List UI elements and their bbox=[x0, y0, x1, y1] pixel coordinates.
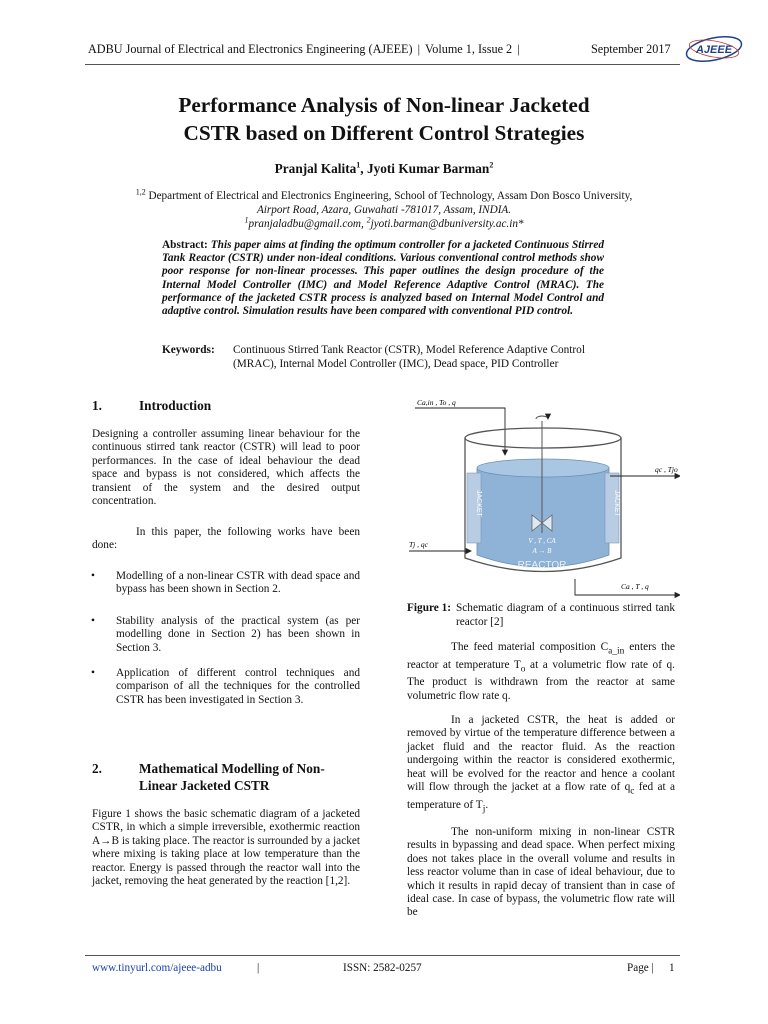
jacket-label-left: JACKET bbox=[475, 490, 482, 517]
liquid-surface bbox=[477, 459, 609, 477]
abstract-text: This paper aims at finding the optimum controller for a jacketed Continuous Stirred Tank Reactor (CSTR) under non-ideal conditions. Various conventional control methods show poor response for non-linear processes. This paper outlines the design procedure of the Internal Model Controller (IMC) and Model Reference Adaptive Control (MRAC). The performance of the jacketed CSTR process is analyzed based on Internal Model Control and adaptive control. Simulation results have been compared with conventional PID control. bbox=[162, 239, 604, 318]
header-rule bbox=[85, 64, 680, 65]
jacket-label-right: JACKET bbox=[613, 490, 620, 517]
journal-logo bbox=[683, 32, 745, 66]
footer-page-number: 1 bbox=[669, 962, 675, 974]
section-2-paragraph-1: Figure 1 shows the basic schematic diagram of a jacketed CSTR, in which a simple irreversible, exothermic reaction A→B is taking place. The reactor is surrounded by a jacket where mixing is taking place at low temperature than the reactor. Energy is passed through the reactor wall into the jacket, removing the heat generated by the reaction [1,2]. bbox=[92, 808, 361, 888]
paper-title: Performance Analysis of Non-linear Jacketed CSTR based on Different Control Strategies bbox=[178, 93, 590, 145]
product-outlet-label: Ca , T , q bbox=[621, 582, 649, 591]
footer-rule bbox=[85, 955, 680, 956]
footer-url[interactable] bbox=[92, 962, 222, 974]
abstract bbox=[162, 239, 604, 318]
col2-paragraph-1: The feed material composition $C_{a\_in}$ enters the reactor at temperature $T_o$ at a volumetric flow rate of q. The product is withdrawn from the reactor at same volumetric flow rate q. bbox=[407, 641, 675, 702]
tank-rim bbox=[465, 428, 621, 448]
intro-paragraph-2: In this paper, the following works have been done: bbox=[92, 526, 360, 552]
reactor-variables: V , T , CA bbox=[528, 537, 556, 545]
rotation-icon bbox=[536, 416, 548, 419]
section-2-number: 2. bbox=[92, 761, 102, 776]
volume-issue: Volume 1, Issue 2 bbox=[425, 42, 513, 56]
issue-date: September 2017 bbox=[591, 42, 671, 56]
footer-page-label: Page | bbox=[627, 962, 654, 974]
intro-paragraph-1: Designing a controller assuming linear behaviour for the continuous stirred tank reactor (CSTR) will lead to poor performances. In the case of ideal behaviour the dead space and bypass is not considered, which affects the transient of the system and the desired output concentration. bbox=[92, 428, 360, 508]
abstract-label: Abstract: bbox=[162, 239, 208, 251]
figure-1-caption-text: Schematic diagram of a continuous stirred tank reactor [2] bbox=[456, 602, 675, 628]
section-2-title: Mathematical Modelling of Non- Linear Jacketed CSTR bbox=[139, 761, 325, 793]
author-emails: $^1$pranjaladbu@gmail.com, $^2$jyoti.barman@dbuniversity.ac.in* bbox=[244, 215, 524, 230]
running-header: ADBU Journal of Electrical and Electronics Engineering (AJEEE) | Volume 1, Issue 2 | September 2017 bbox=[88, 42, 671, 56]
keywords-text: Continuous Stirred Tank Reactor (CSTR), Model Reference Adaptive Control (MRAC), Internal Model Controller (IMC), Dead space, PID Controller bbox=[233, 344, 585, 370]
logo-text: AJEEE bbox=[695, 44, 733, 56]
col2-paragraph-2: In a jacketed CSTR, the heat is added or removed by virtue of the temperature difference between a jacket fluid and the reactor fluid. As the reaction undergoing within the reactor is considered exothermic, heat will be evolved for the reactor and hence a coolant will flow through the jacket at a flow rate of $q_c$ fed at a temperature of $T_j$. bbox=[407, 714, 675, 814]
section-1-number: 1. bbox=[92, 398, 102, 413]
reaction-text: A → B bbox=[532, 547, 552, 555]
footer-separator: | bbox=[257, 962, 260, 974]
jacket-outlet-label: qc , Tjo bbox=[655, 465, 678, 474]
keywords-label: Keywords: bbox=[162, 344, 215, 356]
jacket-inlet-label: Tj , qc bbox=[409, 540, 428, 549]
inlet-arrow bbox=[415, 408, 505, 455]
cstr-schematic-figure bbox=[405, 393, 680, 598]
footer-issn: ISSN: 2582-0257 bbox=[343, 962, 422, 974]
journal-link[interactable]: www.tinyurl.com/ajeee-adbu bbox=[92, 962, 222, 974]
col2-paragraph-3: The non-uniform mixing in non-linear CSTR results in bypassing and dead space. When perfect mixing does not takes place in the overall volume and results in less reactor volume than in case of ideal behaviour, due to which it results in rapid decay of transient than in case of ideal case. In case of bypass, the volumetric flow rate will be bbox=[407, 826, 675, 919]
journal-name: ADBU Journal of Electrical and Electronics Engineering (AJEEE) bbox=[88, 42, 413, 56]
authors: Pranjal Kalita$^1$, Jyoti Kumar Barman$^2$ bbox=[274, 160, 494, 176]
author-1: Pranjal Kalita bbox=[274, 161, 357, 176]
inlet-label: Ca,in , To , q bbox=[417, 398, 456, 407]
section-1-title: Introduction bbox=[139, 398, 212, 413]
author-2: Jyoti Kumar Barman bbox=[366, 161, 490, 176]
figure-1-label: Figure 1: bbox=[407, 602, 452, 614]
affiliation: $^{1,2}$ Department of Electrical and Electronics Engineering, School of Technology, Assam Don Bosco University, Airport Road, Azara, Guwahati -781017, Assam, INDIA. $^1$pranjaladbu@gmail.com, $^2$jyoti.barman@dbuniversity.ac.in* bbox=[0, 189, 768, 231]
reactor-label: REACTOR bbox=[517, 560, 567, 571]
